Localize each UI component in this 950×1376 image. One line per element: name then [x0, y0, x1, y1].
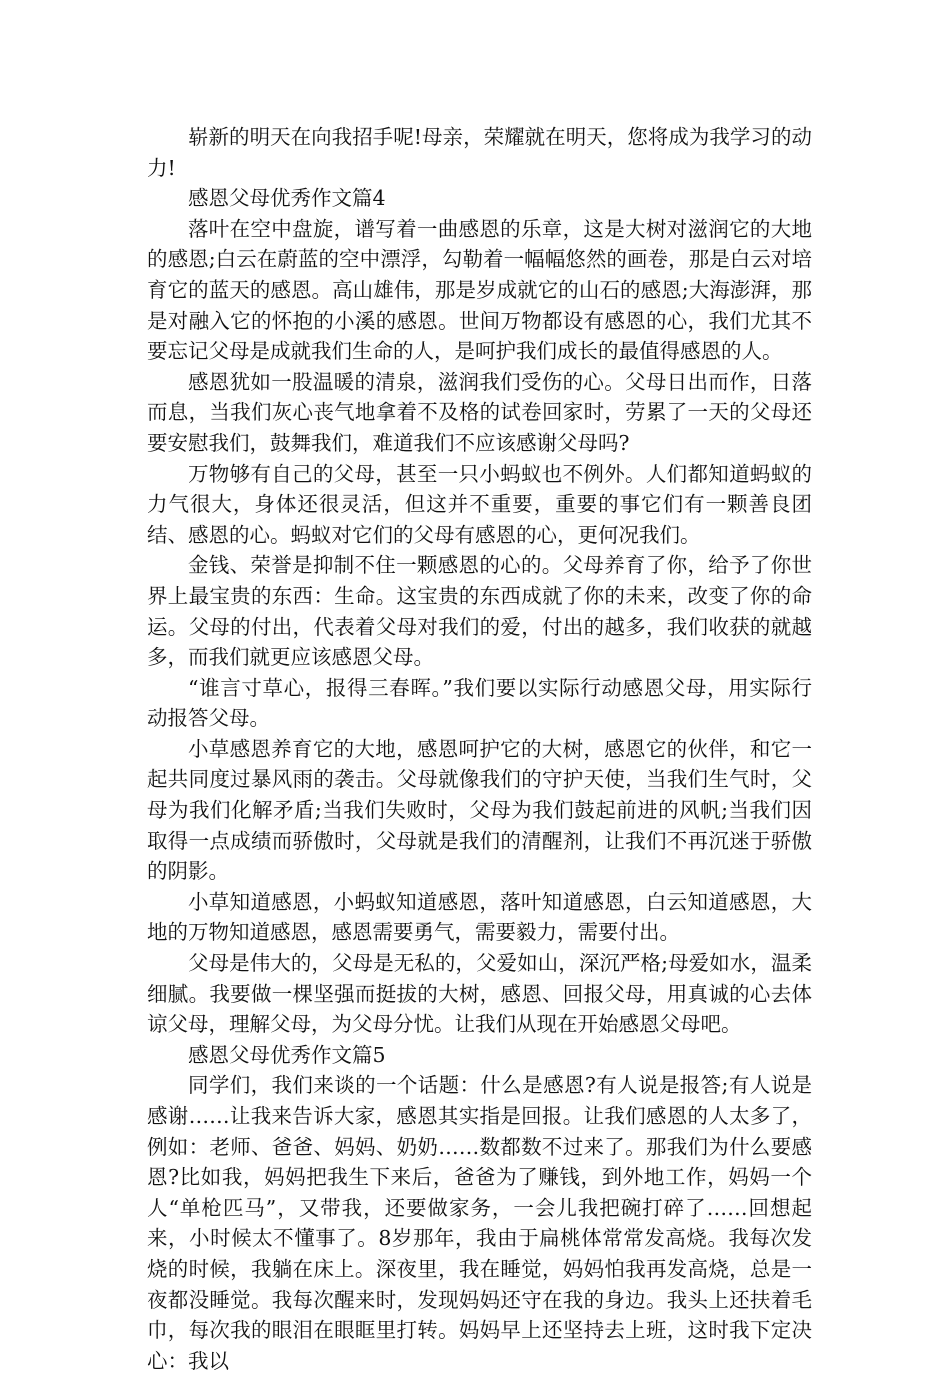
paragraph: 同学们，我们来谈的一个话题：什么是感恩?有人说是报答;有人说是感谢……让我来告诉大家，感恩其实指是回报。让我们感恩的人太多了，例如：老师、爸爸、妈妈、奶奶……数都数不过来了。那我们为什么要感恩?比如我，妈妈把我生下来后，爸爸为了赚钱，到外地工作，妈妈一个人“单枪匹马”，又带我，还要做家务，一会儿我把碗打碎了……回想起来，小时候太不懂事了。8岁那年，我由于扁桃体常常发高烧。我每次发烧的时候，我躺在床上。深夜里，我在睡觉，妈妈怕我再发高烧，总是一夜都没睡觉。我每次醒来时，发现妈妈还守在我的身边。我头上还扶着毛巾，每次我的眼泪在眼眶里打转。妈妈早上还坚持去上班，这时我下定决心：我以 — [147, 1073, 812, 1373]
paragraph: 金钱、荣誉是抑制不住一颗感恩的心的。父母养育了你，给予了你世界上最宝贵的东西：生命。这宝贵的东西成就了你的未来，改变了你的命运。父母的付出，代表着父母对我们的爱，付出的越多，我们收获的就越多，而我们就更应该感恩父母。 — [147, 553, 812, 670]
paragraph: 小草感恩养育它的大地，感恩呵护它的大树，感恩它的伙伴，和它一起共同度过暴风雨的袭击。父母就像我们的守护天使，当我们生气时，父母为我们化解矛盾;当我们失败时，父母为我们鼓起前进的风帆;当我们因取得一点成绩而骄傲时，父母就是我们的清醒剂，让我们不再沉迷于骄傲的阴影。 — [147, 736, 812, 884]
paragraph: 感恩犹如一股温暖的清泉，滋润我们受伤的心。父母日出而作，日落而息，当我们灰心丧气地拿着不及格的试卷回家时，劳累了一天的父母还要安慰我们，鼓舞我们，难道我们不应该感谢父母吗? — [147, 369, 812, 455]
section-heading-4: 感恩父母优秀作文篇4 — [188, 186, 386, 211]
paragraph: 落叶在空中盘旋，谱写着一曲感恩的乐章，这是大树对滋润它的大地的感恩;白云在蔚蓝的空中漂浮，勾勒着一幅幅悠然的画卷，那是白云对培育它的蓝天的感恩。高山雄伟，那是岁成就它的山石的感恩;大海澎湃，那是对融入它的怀抱的小溪的感恩。世间万物都设有感恩的心，我们尤其不要忘记父母是成就我们生命的人，是呵护我们成长的最值得感恩的人。 — [147, 216, 812, 364]
section-heading-5: 感恩父母优秀作文篇5 — [188, 1042, 386, 1067]
paragraph: 小草知道感恩，小蚂蚁知道感恩，落叶知道感恩，白云知道感恩，大地的万物知道感恩，感恩需要勇气，需要毅力，需要付出。 — [147, 889, 812, 945]
paragraph-intro: 崭新的明天在向我招手呢!母亲，荣耀就在明天，您将成为我学习的动力! — [147, 125, 812, 180]
paragraph-quote: “谁言寸草心，报得三春晖。”我们要以实际行动感恩父母，用实际行动报答父母。 — [147, 675, 812, 731]
paragraph: 万物够有自己的父母，甚至一只小蚂蚁也不例外。人们都知道蚂蚁的力气很大，身体还很灵活，但这并不重要，重要的事它们有一颗善良团结、感恩的心。蚂蚁对它们的父母有感恩的心，更何况我们。 — [147, 461, 812, 547]
paragraph: 父母是伟大的，父母是无私的，父爱如山，深沉严格;母爱如水，温柔细腻。我要做一棵坚强而挺拔的大树，感恩、回报父母，用真诚的心去体谅父母，理解父母，为父母分忧。让我们从现在开始感恩父母吧。 — [147, 951, 812, 1037]
document-body — [147, 122, 812, 1376]
